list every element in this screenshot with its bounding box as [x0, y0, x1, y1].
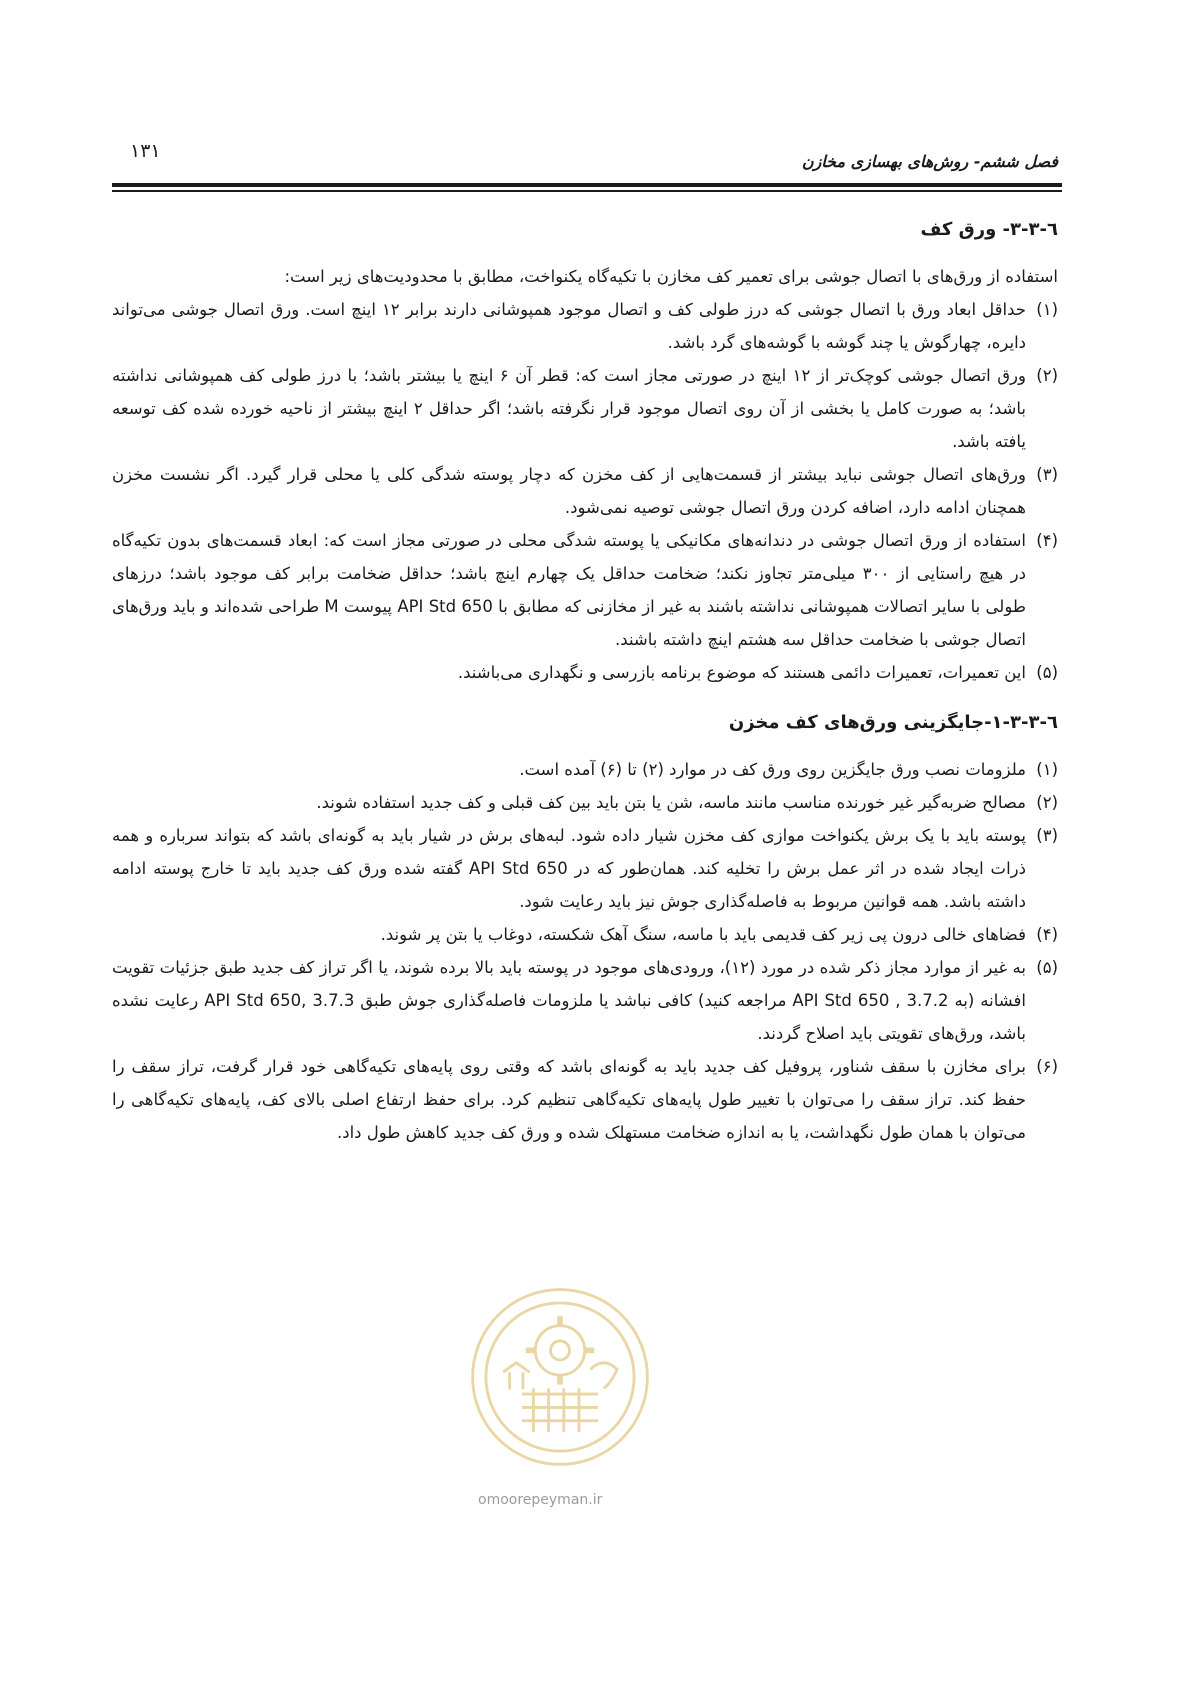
list-item: (۴) فضاهای خالی درون پی زیر کف قدیمی باید با ماسه، سنگ آهک شکسته، دوغاب یا بتن پر شوند.	[380, 925, 1058, 944]
list-item: (۲) مصالح ضربه‌گیر غیر خورنده مناسب مانند ماسه، شن یا بتن باید بین کف قبلی و کف جدید استفاده شوند.	[316, 793, 1058, 812]
running-title: فصل ششم- روش‌های بهسازی مخازن	[801, 152, 1058, 171]
list-item: (۶) برای مخازن با سقف شناور، پروفیل کف جدید باید به گونه‌ای باشد که وقتی روی پایه‌های تکیه‌گاهی خود قرار گرفت، تراز سقف را حفظ کند. تراز سقف را می‌توان با تغییر طول پایه‌های تکیه‌گاهی تنظیم کرد. برای حفظ ارتفاع اصلی بالای کف، پایه‌های تکیه‌گاهی را می‌توان با همان طول نگهداشت، یا به اندازه ضخامت مستهلک شده و ورق کف جدید کاهش طول داد.	[112, 1057, 1058, 1142]
section-intro: استفاده از ورق‌های با اتصال جوشی برای تعمیر کف مخازن با تکیه‌گاه یکنواخت، مطابق با محدودیت‌های زیر است:	[284, 267, 1058, 286]
header-rule-thin	[112, 190, 1062, 192]
section-heading-floor-plate: ٦-٣-٣- ورق کف	[920, 219, 1058, 240]
list-item: (۱) حداقل ابعاد ورق با اتصال جوشی که درز طولی کف و اتصال موجود همپوشانی دارند برابر ۱۲ اینچ است. ورق اتصال جوشی می‌تواند دایره، چهارگوش یا چند گوشه با گوشه‌های گرد باشد.	[112, 300, 1058, 352]
watermark-url: omoorepeyman.ir	[478, 1492, 603, 1508]
list-item: (۳) پوسته باید با یک برش یکنواخت موازی کف مخزن شیار داده شود. لبه‌های برش در شیار باید به گونه‌ای باشد که بتواند سرباره و همه ذرات ایجاد شده در اثر عمل برش را تخلیه کند. همان‌طور که در API Std 650 گفته شده ورق کف جدید باید تا خارج پوسته ادامه داشته باشد. همه قوانین مربوط به فاصله‌گذاری جوش نیز باید رعایت شود.	[112, 826, 1058, 911]
list-item: (۵) به غیر از موارد مجاز ذکر شده در مورد (۱۲)، ورودی‌های موجود در پوسته باید بالا برده شوند، یا اگر تراز کف جدید طبق جزئیات تقویت افشانه (به API Std 650 , 3.7.2 مراجعه کنید) کافی نباشد یا ملزومات فاصله‌گذاری جوش طبق API Std 650, 3.7.3 رعایت نشده باشد، ورق‌های تقویتی باید اصلاح گردند.	[112, 958, 1058, 1043]
list-item: (۵) این تعمیرات، تعمیرات دائمی هستند که موضوع برنامه بازرسی و نگهداری می‌باشند.	[457, 663, 1058, 682]
page-number: ۱۳۱	[130, 140, 161, 162]
list-item: (۴) استفاده از ورق اتصال جوشی در دندانه‌های مکانیکی یا پوسته شدگی محلی در صورتی مجاز است که: ابعاد قسمت‌های بدون تکیه‌گاه در هیچ راستایی از ۳۰۰ میلی‌متر تجاوز نکند؛ ضخامت حداقل یک چهارم اینچ باشد؛ حداقل ضخامت برابر کف موجود باشد؛ درزهای طولی با سایر اتصالات همپوشانی نداشته باشند به غیر از مخازنی که مطابق با API Std 650 پیوست M طراحی شده‌اند و باید ورق‌های اتصال جوشی با ضخامت حداقل سه هشتم اینچ داشته باشند.	[112, 531, 1058, 649]
header-rule-thick	[112, 183, 1062, 187]
section-heading-plate-replacement: ٦-٣-٣-١-جایگزینی ورق‌های کف مخزن	[728, 712, 1058, 733]
list-item: (۲) ورق اتصال جوشی کوچک‌تر از ۱۲ اینچ در صورتی مجاز است که: قطر آن ۶ اینچ یا بیشتر باشد؛ با درز طولی کف همپوشانی نداشته باشد؛ به صورت کامل یا بخشی از آن روی اتصال موجود قرار نگرفته باشد؛ اگر حداقل ۲ اینچ بیشتر از ناحیه خورده شده کف توسعه یافته باشد.	[112, 366, 1058, 451]
list-item: (۱) ملزومات نصب ورق جایگزین روی ورق کف در موارد (۲) تا (۶) آمده است.	[519, 760, 1058, 779]
page-content	[112, 210, 1058, 1149]
list-item: (۳) ورق‌های اتصال جوشی نباید بیشتر از قسمت‌هایی از کف مخزن که دچار پوسته شدگی کلی یا محلی قرار گیرد. اگر نشست مخزن همچنان ادامه دارد، اضافه کردن ورق اتصال جوشی توصیه نمی‌شود.	[112, 465, 1058, 517]
watermark-logo-icon	[465, 1282, 655, 1472]
